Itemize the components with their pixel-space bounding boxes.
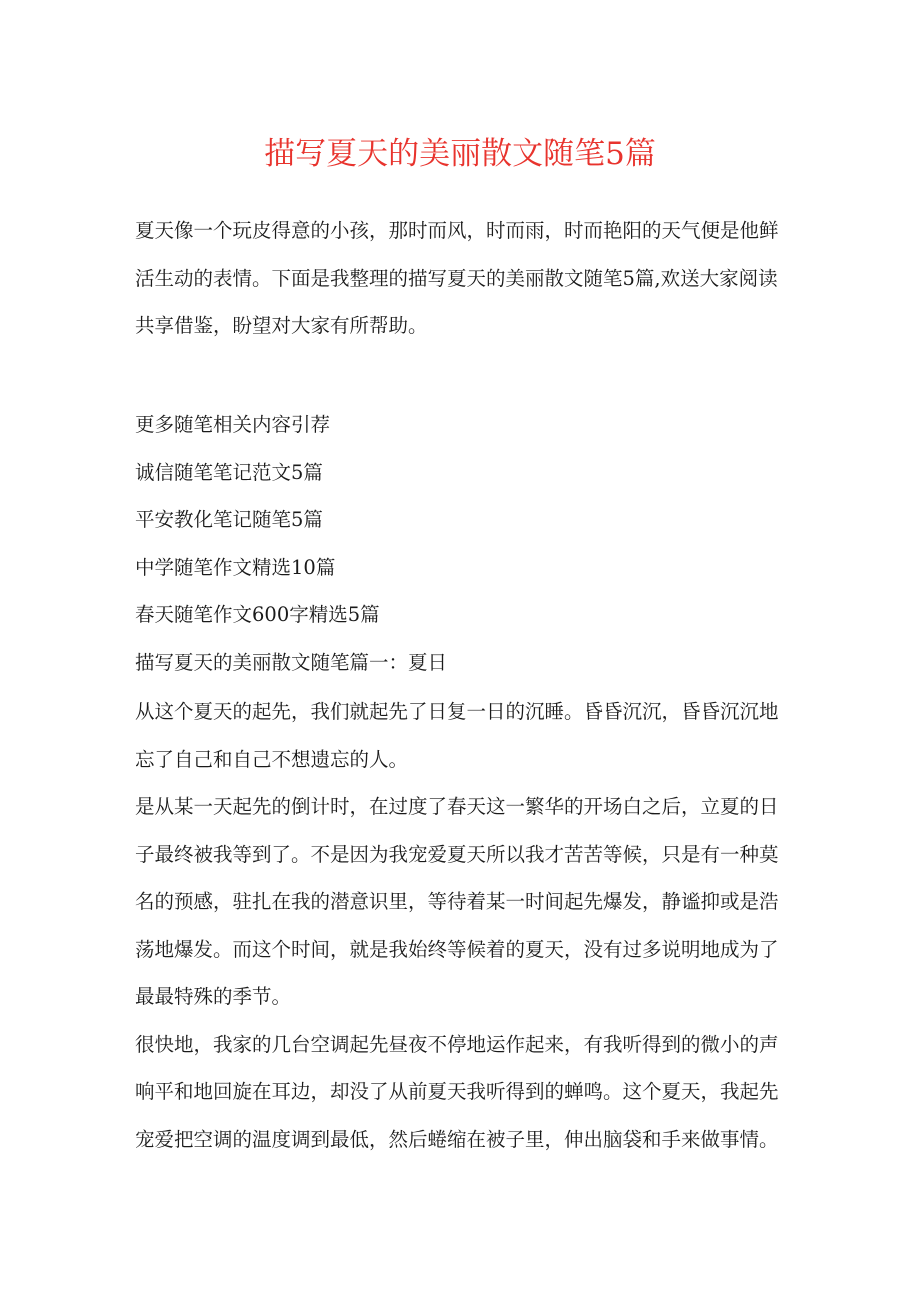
related-heading: 更多随笔相关内容引荐 (135, 413, 331, 436)
section-heading: 描写夏天的美丽散文随笔篇一：夏日 (135, 650, 448, 674)
related-content-list (135, 401, 795, 686)
related-link-1[interactable]: 诚信随笔笔记范文5篇 (135, 460, 323, 484)
related-link-2[interactable]: 平安教化笔记随笔5篇 (135, 508, 323, 531)
article-paragraph-2: 是从某一天起先的倒计时，在过度了春天这一繁华的开场白之后，立夏的日子最终被我等到了。不是因为我宠爱夏天所以我才苦苦等候，只是有一种莫名的预感，驻扎在我的潜意识里，等待着某一时间起先爆发，静谧抑或是浩荡地爆发。而这个时间，就是我始终等候着的夏天，没有过多说明地成为了最最特殊的季节。 (135, 795, 779, 1008)
document-title: 描写夏天的美丽散文随笔5篇 (264, 136, 656, 172)
article-paragraph-3: 很快地，我家的几台空调起先昼夜不停地运作起来，有我听得到的微小的声响平和地回旋在耳边，却没了从前夏天我听得到的蝉鸣。这个夏天，我起先宠爱把空调的温度调到最低，然后蜷缩在被子里，伸出脑袋和手来做事情。 (135, 1032, 779, 1151)
related-link-4[interactable]: 春天随笔作文600字精选5篇 (135, 603, 380, 626)
article-paragraph-1: 从这个夏天的起先，我们就起先了日复一日的沉睡。昏昏沉沉，昏昏沉沉地忘了自己和自己不想遗忘的人。 (135, 700, 779, 771)
intro-paragraph: 夏天像一个玩皮得意的小孩，那时而风，时而雨，时而艳阳的天气便是他鲜活生动的表情。下面是我整理的描写夏天的美丽散文随笔5篇,欢送大家阅读共享借鉴，盼望对大家有所帮助。 (135, 219, 779, 337)
related-link-3[interactable]: 中学随笔作文精选10篇 (135, 555, 336, 579)
article-content (135, 688, 795, 1163)
